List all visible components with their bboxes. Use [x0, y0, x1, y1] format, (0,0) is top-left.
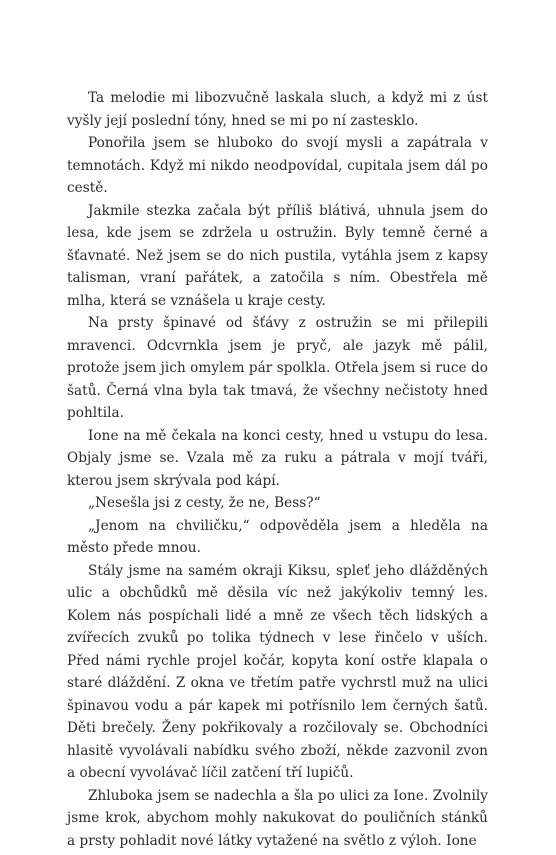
paragraph-2: Ponořila jsem se hluboko do svojí mysli a zapátrala v temnotách. Když mi nikdo neodpovídal, cupitala jsem dál po cestě.	[67, 135, 488, 196]
paragraph-3: Jakmile stezka začala být příliš blátivá, uhnula jsem do lesa, kde jsem se zdržela u ostružin. Byly temně černé a šťavnaté. Než jsem se do nich pustila, vytáhla jsem z kapsy talisman, vraní pařátek, a zatočila s ním. Obestřela mě mlha, která se vznášela u kraje cesty.	[67, 202, 488, 309]
paragraph-5: Ione na mě čekala na konci cesty, hned u vstupu do lesa. Objaly jsme se. Vzala mě za ruku a pátrala v mojí tváři, kterou jsem skrývala pod kápí.	[67, 427, 488, 489]
dialogue-line-1: „Nesešla jsi z cesty, že ne, Bess?“	[88, 495, 321, 511]
body-text	[67, 87, 488, 852]
paragraph-4: Na prsty špinavé od šťávy z ostružin se mi přilepili mravenci. Odcvrnkla jsem je pryč, ale jazyk mě pálil, protože jsem jich omylem pár spolkla. Otřela jsem si ruce do šatů. Černá vlna byla tak tmavá, že všechny nečistoty hned pohltila.	[67, 315, 488, 421]
paragraph-1: Ta melodie mi libozvučně laskala sluch, a když mi z úst vyšly její poslední tóny, hned se mi po ní zastesklo.	[67, 90, 488, 129]
dialogue-line-2: „Jenom na chviličku,“ odpověděla jsem a hleděla na město přede mnou.	[67, 517, 488, 556]
paragraph-7: Zhluboka jsem se nadechla a šla po ulici za Ione. Zvolnily jsme krok, abychom mohly nakukovat do pouličních stánků a prsty pohladit nové látky vytažené na světlo z výloh. Ione	[67, 787, 488, 849]
paragraph-6: Stály jsme na samém okraji Kiksu, spleť jeho dlážděných ulic a obchůdků mě děsila víc než jakýkoliv temný les. Kolem nás pospíchali lidé a mně ze všech těch lidských a zvířecích zvuků po tolika týdnech v lese řinčelo v uších. Před námi rychle projel kočár, kopyta koní ostře klapala o staré dláždění. Z okna ve třetím patře vychrstl muž na ulici špinavou vodu a pár kapek mi potřísnilo lem černých šatů. Děti brečely. Ženy pokřikovaly a rozčilovaly se. Obchodníci hlasitě vyvolávali nabídku svého zboží, někde zazvonil zvon a obecní vyvolávač líčil zatčení tří lupičů.	[67, 562, 488, 781]
